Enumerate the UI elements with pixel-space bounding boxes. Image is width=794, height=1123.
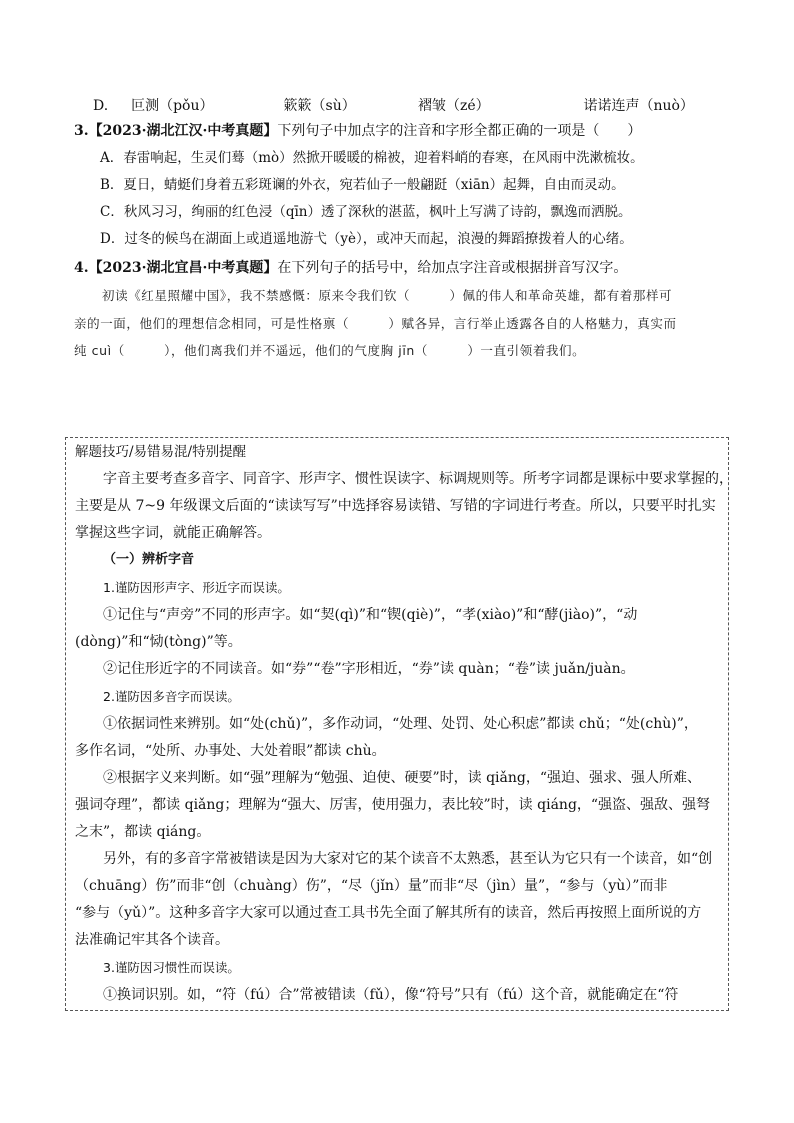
question3-stem: 下列句子中加点字的注音和字形全都正确的一项是（ ） (277, 123, 642, 139)
tips-point1-a-line-2: (dòng)”和“恸(tòng)”等。 (75, 634, 242, 650)
question3-number: 3. (74, 123, 89, 139)
tips-point1-heading: 1.谨防因形声字、形近字而误读。 (103, 580, 290, 595)
tips-other-line-2: （chuāng）伤”而非“创（chuàng）伤”，“尽（jǐn）量”而非“尽（jìn）量”，“参与（yù）”而非 (75, 878, 668, 894)
tips-point2-a-line-2: 多作名词，“处所、办事处、大处着眼”都读 chù。 (75, 743, 386, 759)
question3-option-c: C．秋风习习，绚丽的红色浸（qīn）透了深秋的湛蓝，枫叶上写满了诗韵，飘逸而洒脱。 (100, 204, 632, 220)
tips-point2-b-line-2: 强词夺理”，都读 qiǎng；理解为“强大、厉害，使用强力，表比较”时，读 qiáng，“强盗、强敌、强弩 (75, 797, 711, 813)
question4-stem: 在下列句子的括号中，给加点字注音或根据拼音写汉字。 (277, 260, 628, 276)
tips-intro-line-3: 掌握这些字词，就能正确解答。 (75, 525, 271, 541)
question3-option-b: B．夏日，蜻蜓们身着五彩斑谰的外衣，宛若仙子一般翩跹（xiān）起舞，自由而灵动。 (100, 177, 625, 193)
option-d-item-4: 诺诺连声（nuò） (583, 98, 694, 114)
question4-passage-line-1: 初读《红星照耀中国》，我不禁感慨：原来令我们钦（ ）佩的伟人和革命英雄，都有着那样可 (102, 288, 673, 303)
tips-point2-heading: 2.谨防因多音字而误读。 (103, 689, 240, 704)
option-d-label: D. (93, 98, 109, 114)
tips-other-line-3: “参与（yǔ）”。这种多音字大家可以通过查工具书先全面了解其所有的读音，然后再按照上面所说的方 (75, 905, 702, 921)
question3-source: 【2023·湖北江汉·中考真题】 (88, 123, 278, 139)
question4-header (74, 258, 627, 278)
tips-box (65, 437, 733, 1011)
tips-other-line-1: 另外，有的多音字常被错读是因为大家对它的某个读音不太熟悉，甚至认为它只有一个读音，如“创 (103, 851, 713, 867)
question4-passage-line-3: 纯 cuì（ ），他们离我们并不遥远，他们的气度胸 jīn（ ）一直引领着我们。 (74, 343, 586, 358)
tips-point1-a-line-1: ①记住与“声旁”不同的形声字。如“契(qì)”和“锲(qiè)”，“孝(xiào)”和“酵(jiào)”，“动 (103, 607, 638, 623)
question4-passage-line-2: 亲的一面，他们的理想信念相同，可是性格禀（ ）赋各异，言行举止透露各自的人格魅力，真实而 (74, 316, 677, 331)
question3-option-d: D．过冬的候鸟在湖面上或逍遥地游弋（yè），或冲天而起，浪漫的舞蹈撩拨着人的心绪。 (100, 231, 633, 247)
option-d-item-1: 叵测（pǒu） (131, 98, 214, 114)
tips-title: 解题技巧/易错易混/特别提醒 (75, 444, 247, 460)
question3-option-a: A．春雷响起，生灵们蓦（mò）然掀开暖暖的棉被，迎着料峭的春寒，在风雨中洗漱梳妆。 (100, 150, 644, 166)
tips-point2-b-line-1: ②根据字义来判断。如“强”理解为“勉强、迫使、硬要”时，读 qiǎng，“强迫、强求、强人所难、 (103, 770, 701, 786)
tips-point2-b-line-3: 之末”，都读 qiáng。 (75, 824, 211, 840)
tips-intro-line-1: 字音主要考查多音字、同音字、形声字、惯性误读字、标调规则等。所考字词都是课标中要求掌握的， (103, 471, 733, 487)
tips-section1-heading: （一）辨析字音 (103, 552, 195, 567)
tips-intro-line-2: 主要是从 7~9 年级课文后面的“读读写写”中选择容易读错、写错的字词进行考查。所以，只要平时扎实 (75, 498, 716, 514)
option-d-item-3: 褶皱（zé） (418, 98, 490, 114)
question4-number: 4. (74, 260, 89, 276)
tips-point3-a: ①换词识别。如，“符（fú）合”常被错读（fǔ），像“符号”只有（fú）这个音，就能确定在“符 (103, 987, 679, 1003)
option-d-item-2: 簌簌（sù） (283, 98, 356, 114)
tips-point1-b: ②记住形近字的不同读音。如“券”“卷”字形相近，“券”读 quàn；“卷”读 juǎn/juàn。 (103, 661, 635, 677)
tips-point3-heading: 3.谨防因习惯性而误读。 (103, 960, 240, 975)
question2-option-d (93, 96, 694, 116)
tips-other-line-4: 法准确记牢其各个读音。 (75, 932, 229, 948)
tips-point2-a-line-1: ①依据词性来辨别。如“处(chǔ)”，多作动词，“处理、处罚、处心积虑”都读 chǔ；“处(chù)”， (103, 716, 698, 732)
question4-source: 【2023·湖北宜昌·中考真题】 (88, 260, 278, 276)
question3-header (74, 121, 641, 141)
